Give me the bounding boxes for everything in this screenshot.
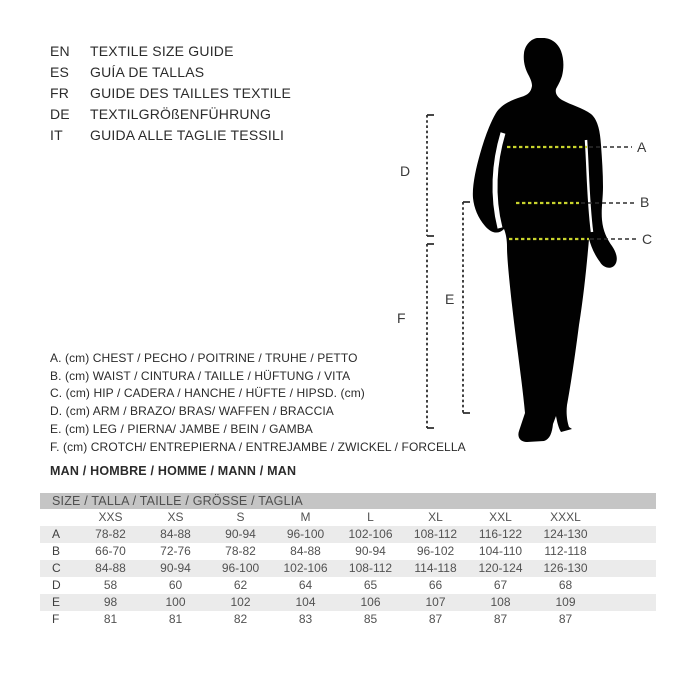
language-code: IT <box>50 127 63 143</box>
table-cell: 87 <box>428 612 443 626</box>
row-label: A <box>52 527 61 541</box>
language-label: TEXTILE SIZE GUIDE <box>90 43 234 59</box>
table-cell: 120-124 <box>478 561 523 575</box>
table-cell: 90-94 <box>225 527 256 541</box>
table-cell: 102-106 <box>348 527 393 541</box>
table-cell: 104-110 <box>478 544 523 558</box>
man-silhouette <box>473 38 617 442</box>
legend-line-arm: D. (cm) ARM / BRAZO/ BRAS/ WAFFEN / BRACCIA <box>50 404 334 419</box>
table-cell: 87 <box>558 612 573 626</box>
size-col-header: XL <box>428 510 443 524</box>
table-row-hip <box>40 560 656 577</box>
table-cell: 60 <box>168 578 183 592</box>
table-cell: 62 <box>233 578 248 592</box>
language-row <box>50 104 291 125</box>
table-cell: 109 <box>555 595 576 609</box>
language-row <box>50 125 291 146</box>
language-label: TEXTILGRÖßENFÜHRUNG <box>90 106 272 122</box>
size-col-header: XS <box>167 510 184 524</box>
legend-line-crotch: F. (cm) CROTCH/ ENTREPIERNA / ENTREJAMBE / ZWICKEL / FORCELLA <box>50 439 466 454</box>
crotch-label: F <box>397 310 406 326</box>
language-row <box>50 62 291 83</box>
legend-line-chest: A. (cm) CHEST / PECHO / POITRINE / TRUHE / PETTO <box>50 351 358 365</box>
arm-label: D <box>400 163 411 179</box>
table-cell: 124-130 <box>543 527 588 541</box>
language-label: GUÍA DE TALLAS <box>90 64 205 80</box>
table-cell: 83 <box>298 612 313 626</box>
table-cell: 78-82 <box>95 527 126 541</box>
size-col-header: S <box>236 510 245 524</box>
table-cell: 108 <box>490 595 511 609</box>
legend-line-hip: C. (cm) HIP / CADERA / HANCHE / HÜFTE / HIPSD. (cm) <box>50 386 365 401</box>
language-row <box>50 41 291 62</box>
legend-line-leg: E. (cm) LEG / PIERNA/ JAMBE / BEIN / GAMBA <box>50 421 313 436</box>
language-code: DE <box>50 106 70 122</box>
row-label: C <box>52 561 61 575</box>
table-cell: 72-76 <box>160 544 191 558</box>
table-cell: 102 <box>230 595 251 609</box>
row-label: E <box>52 595 61 609</box>
legend-line-waist: B. (cm) WAIST / CINTURA / TAILLE / HÜFTUNG / VITA <box>50 368 351 383</box>
table-cell: 112-118 <box>544 544 587 558</box>
table-cell: 96-102 <box>416 544 455 558</box>
language-header <box>50 41 291 146</box>
measurement-legend <box>50 350 466 456</box>
table-cell: 81 <box>168 612 183 626</box>
size-col-header: L <box>367 510 374 524</box>
table-row-crotch <box>40 611 656 628</box>
table-cell: 114-118 <box>414 561 457 575</box>
table-cell: 84-88 <box>160 527 191 541</box>
leg-label: E <box>445 291 455 307</box>
row-label: F <box>52 612 60 626</box>
size-col-header: XXL <box>489 510 512 524</box>
table-cell: 90-94 <box>160 561 191 575</box>
language-code: FR <box>50 85 70 101</box>
table-cell: 84-88 <box>290 544 321 558</box>
table-cell: 82 <box>233 612 248 626</box>
size-table <box>40 493 656 628</box>
language-row <box>50 83 291 104</box>
table-row-arm <box>40 577 656 594</box>
table-cell: 85 <box>363 612 378 626</box>
gender-heading: MAN / HOMBRE / HOMME / MANN / MAN <box>50 464 297 478</box>
table-cell: 90-94 <box>355 544 386 558</box>
table-cell: 65 <box>363 578 378 592</box>
table-cell: 68 <box>558 578 573 592</box>
table-cell: 107 <box>425 595 446 609</box>
size-table-header-row <box>40 509 656 526</box>
size-col-header: XXS <box>98 510 123 524</box>
table-cell: 102-106 <box>283 561 328 575</box>
table-row-leg <box>40 594 656 611</box>
table-cell: 96-100 <box>286 527 325 541</box>
table-cell: 81 <box>103 612 118 626</box>
size-col-header: XXXL <box>550 510 581 524</box>
table-cell: 96-100 <box>221 561 260 575</box>
table-row-chest <box>40 526 656 543</box>
table-cell: 58 <box>103 578 118 592</box>
table-cell: 67 <box>493 578 508 592</box>
size-col-header: M <box>300 510 311 524</box>
table-cell: 126-130 <box>543 561 588 575</box>
language-code: ES <box>50 64 70 80</box>
table-row-waist <box>40 543 656 560</box>
table-cell: 87 <box>493 612 508 626</box>
waist-label: B <box>640 194 650 210</box>
language-label: GUIDA ALLE TAGLIE TESSILI <box>90 127 285 143</box>
table-cell: 100 <box>165 595 186 609</box>
hip-label: C <box>642 231 653 247</box>
size-table-banner: SIZE / TALLA / TAILLE / GRÖSSE / TAGLIA <box>40 493 656 509</box>
table-cell: 116-122 <box>478 527 523 541</box>
table-cell: 106 <box>360 595 381 609</box>
row-label: D <box>52 578 61 592</box>
table-cell: 104 <box>295 595 316 609</box>
table-cell: 108-112 <box>348 561 393 575</box>
table-cell: 98 <box>103 595 118 609</box>
table-cell: 64 <box>298 578 313 592</box>
language-label: GUIDE DES TAILLES TEXTILE <box>90 85 292 101</box>
language-code: EN <box>50 43 70 59</box>
table-cell: 78-82 <box>225 544 256 558</box>
table-cell: 108-112 <box>413 527 458 541</box>
table-cell: 66 <box>428 578 443 592</box>
row-label: B <box>52 544 61 558</box>
chest-label: A <box>637 139 647 155</box>
table-cell: 84-88 <box>95 561 126 575</box>
table-cell: 66-70 <box>95 544 126 558</box>
